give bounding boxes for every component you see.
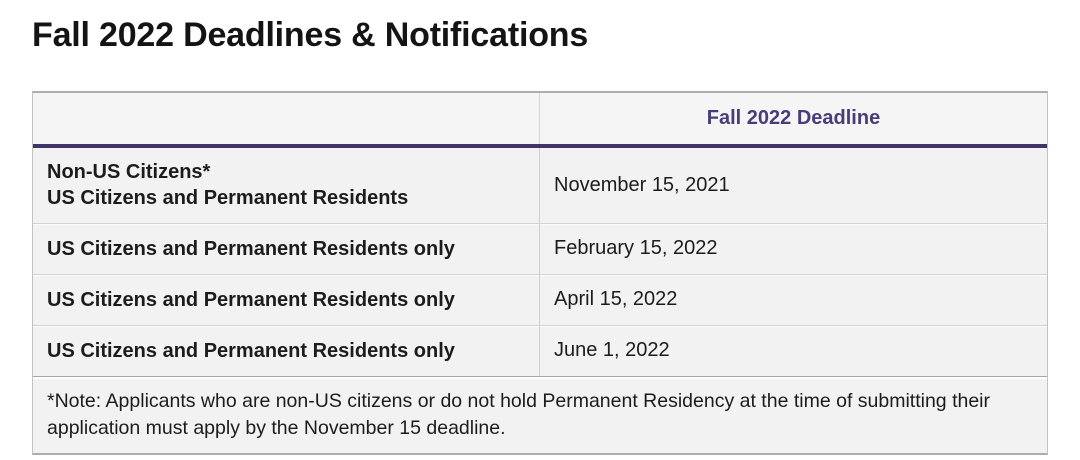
applicant-group-cell	[33, 224, 540, 274]
applicant-group-cell	[33, 275, 540, 325]
applicant-group-cell	[33, 326, 540, 376]
deadline-cell: February 15, 2022	[554, 237, 718, 260]
deadlines-table	[32, 91, 1048, 455]
applicant-group-line: US Citizens and Permanent Residents only	[47, 237, 455, 260]
applicant-group-header-cell	[33, 93, 540, 144]
deadline-cell: June 1, 2022	[554, 339, 670, 362]
applicant-group-line: Non-US Citizens*	[47, 161, 211, 184]
table-row	[33, 325, 1047, 376]
table-row	[33, 274, 1047, 325]
table-row	[33, 223, 1047, 274]
deadline-cell: April 15, 2022	[554, 288, 678, 311]
applicant-group-line: US Citizens and Permanent Residents only	[47, 339, 455, 362]
applicant-group-line: US Citizens and Permanent Residents	[47, 187, 409, 210]
table-row	[33, 148, 1047, 223]
applicant-group-cell	[33, 148, 540, 223]
page-title: Fall 2022 Deadlines & Notifications	[32, 16, 589, 54]
table-header-row	[33, 93, 1047, 148]
applicant-group-line: US Citizens and Permanent Residents only	[47, 288, 455, 311]
deadline-cell: November 15, 2021	[554, 173, 730, 196]
fall-2022-deadline-header-cell: Fall 2022 Deadline	[706, 107, 881, 130]
footnote: *Note: Applicants who are non-US citizens or do not hold Permanent Residency at the time of submitting their application must apply by the November 15 deadline.	[33, 376, 1047, 453]
